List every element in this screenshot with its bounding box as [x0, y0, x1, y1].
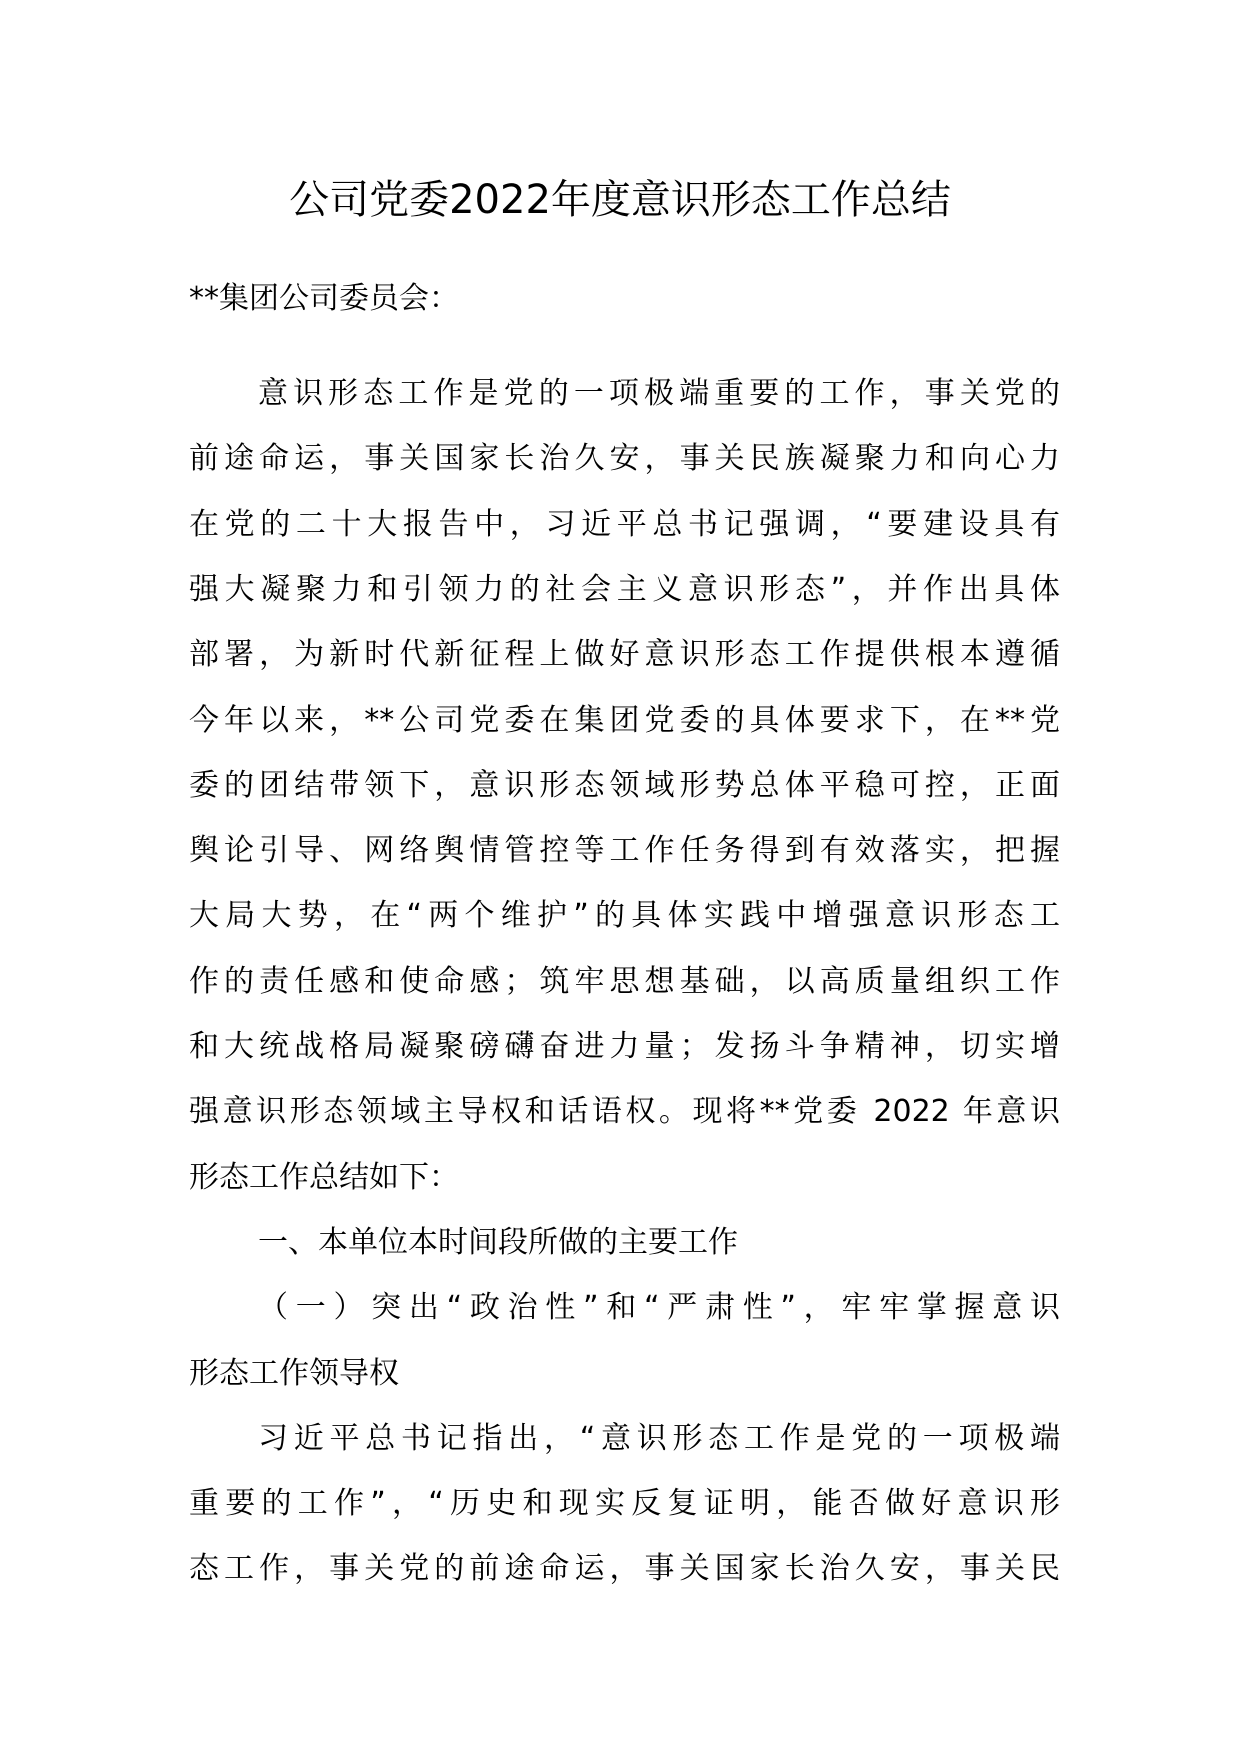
text-line: 在党的二十大报告中，习近平总书记强调，“要建设具有 — [189, 506, 1060, 542]
text-line: （一）突出“政治性”和“严肃性”，牢牢掌握意识 — [258, 1290, 1060, 1326]
text-line: 作的责任感和使命感；筑牢思想基础，以高质量组织工作 — [189, 963, 1060, 999]
text-line: 委的团结带领下，意识形态领域形势总体平稳可控，正面 — [189, 767, 1060, 803]
text-line: 重要的工作”，“历史和现实反复证明，能否做好意识形 — [189, 1486, 1060, 1522]
text-line: 强意识形态领域主导权和话语权。现将**党委 2022 年意识 — [189, 1094, 1060, 1130]
text-line: 形态工作领导权 — [189, 1355, 399, 1391]
text-line: 一、本单位本时间段所做的主要工作 — [258, 1224, 738, 1260]
text-line: 习近平总书记指出，“意识形态工作是党的一项极端 — [258, 1420, 1060, 1456]
text-line: 形态工作总结如下： — [189, 1159, 459, 1195]
text-line: 今年以来，**公司党委在集团党委的具体要求下，在**党 — [189, 702, 1060, 738]
text-line: **集团公司委员会： — [189, 281, 459, 316]
text-line: 舆论引导、网络舆情管控等工作任务得到有效落实，把握 — [189, 833, 1060, 869]
text-line: 意识形态工作是党的一项极端重要的工作，事关党的 — [258, 376, 1060, 411]
text-line: 和大统战格局凝聚磅礴奋进力量；发扬斗争精神，切实增 — [189, 1029, 1060, 1064]
text-line: 态工作，事关党的前途命运，事关国家长治久安，事关民 — [189, 1551, 1060, 1587]
text-line: 部署，为新时代新征程上做好意识形态工作提供根本遵循 — [189, 637, 1060, 673]
text-line: 强大凝聚力和引领力的社会主义意识形态”，并作出具体 — [189, 571, 1060, 607]
document-title: 公司党委2022年度意识形态工作总结 — [289, 177, 951, 223]
text-line: 大局大势，在“两个维护”的具体实践中增强意识形态工 — [189, 898, 1060, 934]
text-line: 前途命运，事关国家长治久安，事关民族凝聚力和向心力 — [189, 441, 1060, 477]
